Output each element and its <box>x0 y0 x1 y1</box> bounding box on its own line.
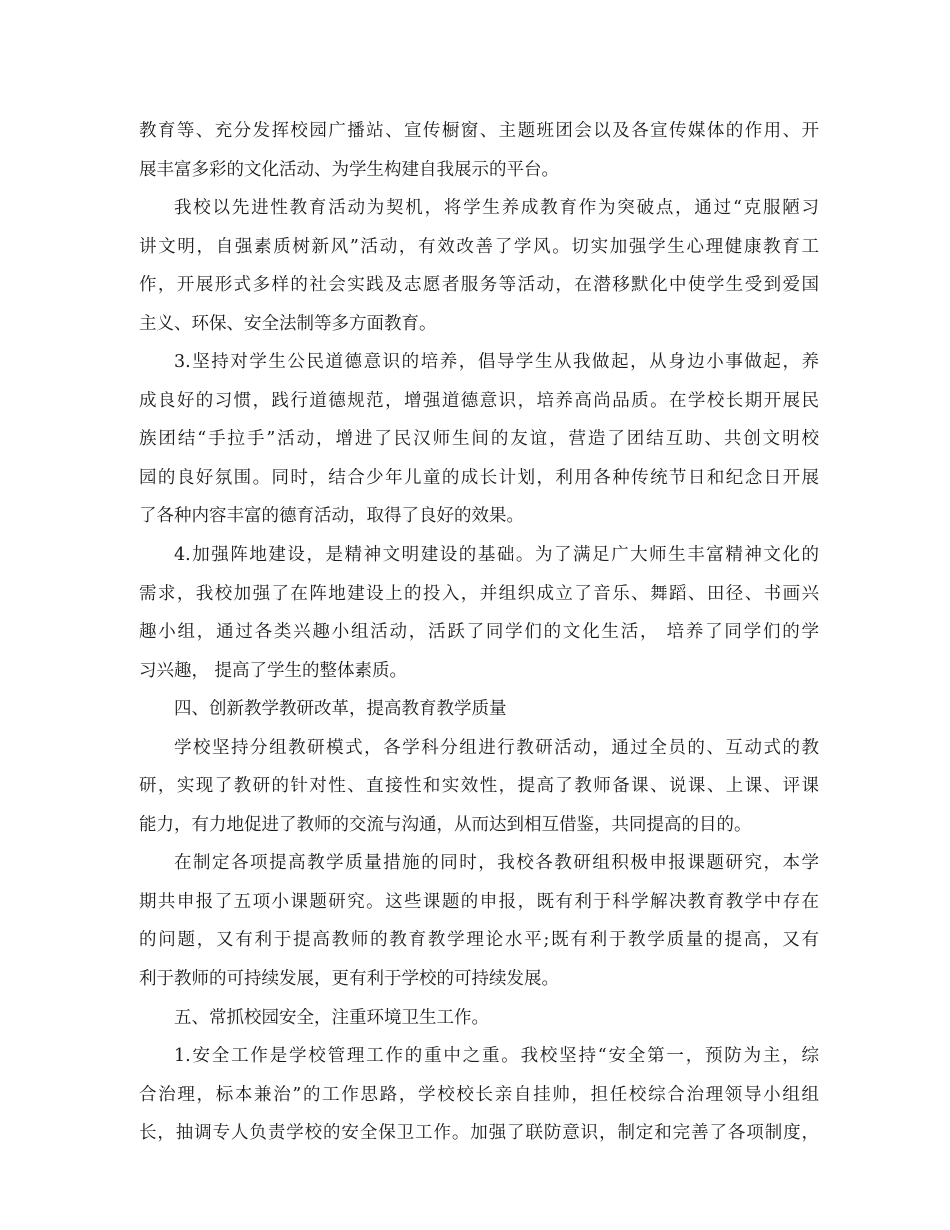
text-line: 成良好的习惯，践行道德规范，增强道德意识，培养高尚品质。在学校长期开展民 <box>139 390 819 411</box>
text-line: 在制定各项提高教学质量措施的同时，我校各教研组积极申报课题研究，本学 <box>174 853 819 874</box>
text-line: 讲文明，自强素质树新风”活动，有效改善了学风。切实加强学生心理健康教育工 <box>139 236 819 257</box>
text-line: 习兴趣， 提高了学生的整体素质。 <box>139 660 408 681</box>
text-line: 长，抽调专人负责学校的安全保卫工作。加强了联防意识，制定和完善了各项制度， <box>139 1123 819 1144</box>
text-line: 族团结“手拉手”活动，增进了民汉师生间的友谊，营造了团结互助、共创文明校 <box>139 429 819 450</box>
text-line: 五、常抓校园安全，注重环境卫生工作。 <box>174 1007 489 1028</box>
text-line: 合治理，标本兼治”的工作思路，学校校长亲自挂帅，担任校综合治理领导小组组 <box>139 1084 819 1105</box>
text-line: 四、创新教学教研改革，提高教育教学质量 <box>174 699 507 720</box>
text-line: 4.加强阵地建设，是精神文明建设的基础。为了满足广大师生丰富精神文化的 <box>174 545 819 566</box>
text-line: 期共申报了五项小课题研究。这些课题的申报，既有利于科学解决教育教学中存在 <box>139 891 819 912</box>
text-line: 需求，我校加强了在阵地建设上的投入，并组织成立了音乐、舞蹈、田径、书画兴 <box>139 583 819 604</box>
document-body <box>139 114 819 1155</box>
text-line: 的问题，又有利于提高教师的教育教学理论水平;既有利于教学质量的提高，又有 <box>139 930 819 951</box>
text-line: 展丰富多彩的文化活动、为学生构建自我展示的平台。 <box>139 159 559 180</box>
text-line: 趣小组，通过各类兴趣小组活动，活跃了同学们的文化生活， 培养了同学们的学 <box>139 622 819 643</box>
text-line: 主义、环保、安全法制等多方面教育。 <box>139 313 437 334</box>
text-line: 学校坚持分组教研模式，各学科分组进行教研活动，通过全员的、互动式的教 <box>174 737 819 758</box>
text-line: 1.安全工作是学校管理工作的重中之重。我校坚持“安全第一，预防为主，综 <box>174 1046 819 1067</box>
text-line: 3.坚持对学生公民道德意识的培养，倡导学生从我做起，从身边小事做起，养 <box>174 352 819 373</box>
text-line: 作，开展形式多样的社会实践及志愿者服务等活动，在潜移默化中使学生受到爱国 <box>139 275 819 296</box>
text-line: 利于教师的可持续发展，更有利于学校的可持续发展。 <box>139 969 559 990</box>
text-line: 了各种内容丰富的德育活动，取得了良好的效果。 <box>139 506 524 527</box>
text-line: 我校以先进性教育活动为契机，将学生养成教育作为突破点，通过“克服陋习 <box>174 198 819 219</box>
text-line: 园的良好氛围。同时，结合少年儿童的成长计划，利用各种传统节日和纪念日开展 <box>139 467 819 488</box>
text-line: 教育等、充分发挥校园广播站、宣传橱窗、主题班团会以及各宣传媒体的作用、开 <box>139 121 819 141</box>
text-line: 研，实现了教研的针对性、直接性和实效性，提高了教师备课、说课、上课、评课 <box>139 776 819 797</box>
text-line: 能力，有力地促进了教师的交流与沟通，从而达到相互借鉴，共同提高的目的。 <box>139 814 752 835</box>
